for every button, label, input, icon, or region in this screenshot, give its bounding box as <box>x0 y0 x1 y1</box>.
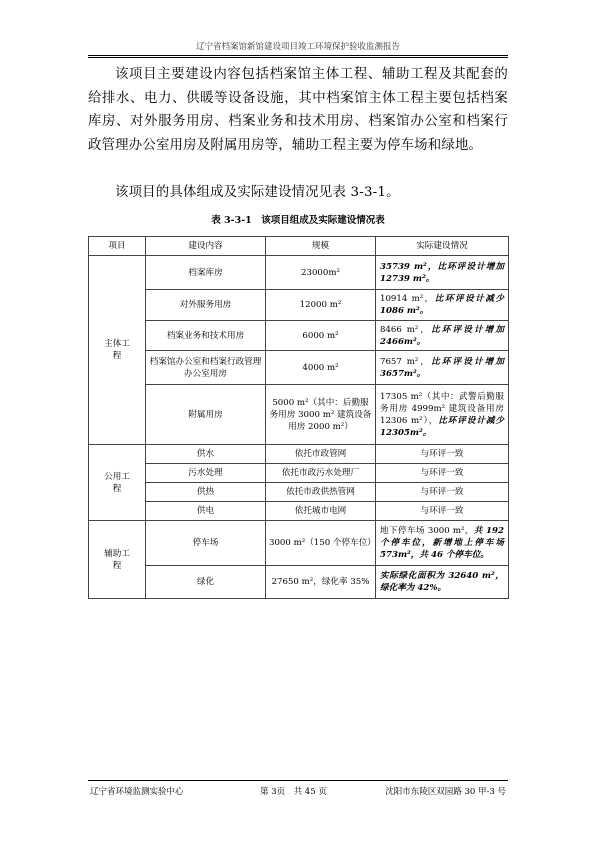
cell-actual: 与环评一致 <box>376 464 509 483</box>
group-main: 主体工程 <box>89 256 146 445</box>
cell-actual: 17305 m²（其中：武警后勤服务用房 4999m² 建筑设备用房 12306 m²），比环评设计减少12305m²。 <box>376 385 509 445</box>
cell-content: 供热 <box>146 483 266 502</box>
cell-content: 附属用房 <box>146 385 266 445</box>
cell-actual: 与环评一致 <box>376 483 509 502</box>
table-row <box>89 464 509 483</box>
cell-actual: 与环评一致 <box>376 445 509 464</box>
cell-actual: 实际绿化面积为 32640 m²，绿化率为 42%。 <box>376 566 509 599</box>
col-header-item: 项目 <box>89 237 146 256</box>
cell-actual: 地下停车场 3000 m²，共 192 个停车位，新增地上停车场 573m²，共 46 个停车位。 <box>376 521 509 566</box>
cell-content: 污水处理 <box>146 464 266 483</box>
table-row <box>89 483 509 502</box>
footer-page-number: 第 3页 共 45 页 <box>260 787 327 797</box>
construction-table <box>88 236 509 599</box>
footer-address: 沈阳市东陵区双园路 30 甲-3 号 <box>385 787 506 797</box>
intro-paragraph: 该项目主要建设内容包括档案馆主体工程、辅助工程及其配套的给排水、电力、供暖等设备设施，其中档案馆主体工程主要包括档案库房、对外服务用房、档案业务和技术用房、档案馆办公室和档案行政管理办公室用房及附属用房等，辅助工程主要为停车场和绿地。 <box>88 67 508 153</box>
cell-scale: 12000 m² <box>266 290 376 321</box>
cell-scale: 依托城市电网 <box>266 502 376 521</box>
cell-content: 供水 <box>146 445 266 464</box>
cell-actual: 8466 m²，比环评设计增加2466m²。 <box>376 321 509 351</box>
cell-actual: 7657 m²，比环评设计增加3657m²。 <box>376 351 509 385</box>
cell-content: 绿化 <box>146 566 266 599</box>
table-caption: 表 3-3-1 该项目组成及实际建设情况表 <box>211 215 385 226</box>
table-row <box>89 256 509 290</box>
col-header-content: 建设内容 <box>146 237 266 256</box>
table-row <box>89 502 509 521</box>
cell-scale: 依托市政供热管网 <box>266 483 376 502</box>
cell-content: 档案库房 <box>146 256 266 290</box>
cell-content: 档案业务和技术用房 <box>146 321 266 351</box>
cell-actual: 与环评一致 <box>376 502 509 521</box>
group-public: 公用工程 <box>89 445 146 521</box>
cell-scale: 6000 m² <box>266 321 376 351</box>
cell-scale: 依托市政污水处理厂 <box>266 464 376 483</box>
cell-scale: 3000 m²（150 个停车位） <box>266 521 376 566</box>
footer-org: 辽宁省环境监测实验中心 <box>90 787 184 797</box>
cell-scale: 5000 m²（其中：后勤服务用房 3000 m² 建筑设备用房 2000 m²） <box>266 385 376 445</box>
page-header: 辽宁省档案馆新馆建设项目竣工环境保护验收监测报告 <box>88 40 508 56</box>
table-row <box>89 445 509 464</box>
table-row <box>89 351 509 385</box>
table-row <box>89 321 509 351</box>
cell-scale: 依托市政管网 <box>266 445 376 464</box>
col-header-actual: 实际建设情况 <box>376 237 509 256</box>
table-row <box>89 566 509 599</box>
cell-scale: 23000m² <box>266 256 376 290</box>
group-aux: 辅助工程 <box>89 521 146 599</box>
table-row <box>89 385 509 445</box>
cell-content: 档案馆办公室和档案行政管理办公室用房 <box>146 351 266 385</box>
cell-actual: 10914 m²，比环评设计减少1086 m²。 <box>376 290 509 321</box>
table-row <box>89 290 509 321</box>
intro-paragraph-2: 该项目的具体组成及实际建设情况见表 3-3-1。 <box>115 185 400 200</box>
cell-content: 对外服务用房 <box>146 290 266 321</box>
page-footer <box>88 780 508 797</box>
cell-content: 供电 <box>146 502 266 521</box>
cell-scale: 4000 m² <box>266 351 376 385</box>
cell-scale: 27650 m²，绿化率 35% <box>266 566 376 599</box>
cell-content: 停车场 <box>146 521 266 566</box>
table-row <box>89 521 509 566</box>
cell-actual: 35739 m²，比环评设计增加12739 m²。 <box>376 256 509 290</box>
col-header-scale: 规模 <box>266 237 376 256</box>
